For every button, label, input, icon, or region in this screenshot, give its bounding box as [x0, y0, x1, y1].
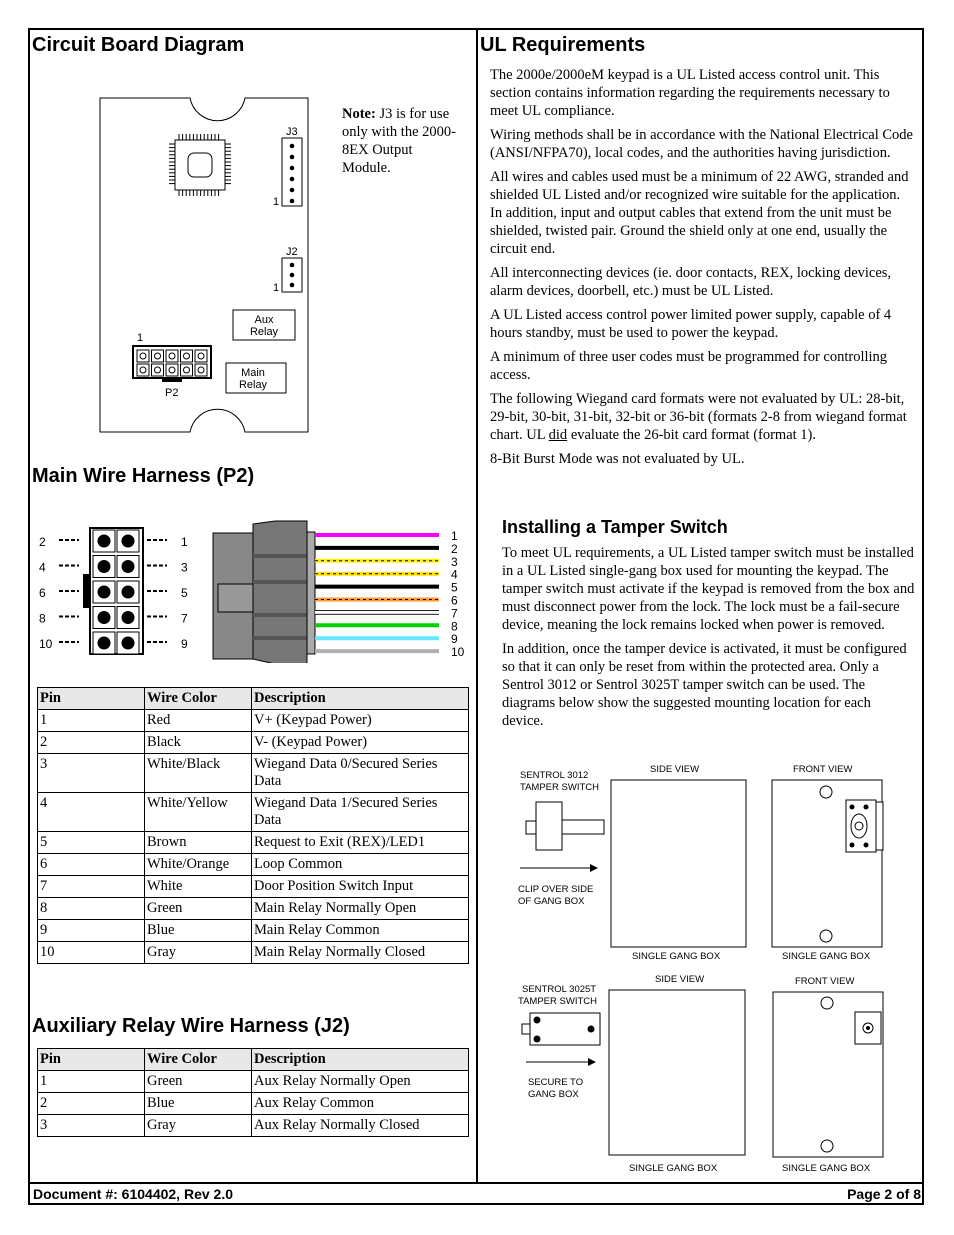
col-pin: Pin: [38, 688, 145, 710]
harness-pin-label: 6: [39, 586, 46, 600]
circuit-board-diagram: [95, 95, 315, 440]
table-row: [38, 854, 469, 876]
table-cell: Main Relay Common: [252, 920, 469, 942]
column-divider: [476, 30, 478, 1182]
ul-paragraph: Wiring methods shall be in accordance with the National Electrical Code (ANSI/NFPA70), local codes, and the authorities having jurisdiction.: [490, 127, 913, 161]
harness-pin-label: 4: [39, 560, 46, 575]
table-cell: Blue: [145, 1093, 252, 1115]
svg-text:SINGLE GANG BOX: SINGLE GANG BOX: [632, 951, 721, 962]
harness-pin-label: 1: [181, 535, 188, 549]
aux-heading: Auxiliary Relay Wire Harness (J2): [32, 1015, 350, 1037]
table-cell: 1: [38, 1071, 145, 1093]
table-row: [38, 793, 469, 832]
table-cell: Aux Relay Common: [252, 1093, 469, 1115]
wire-number: 7: [451, 606, 458, 621]
table-cell: Aux Relay Normally Open: [252, 1071, 469, 1093]
table-cell: 1: [38, 710, 145, 732]
svg-text:J3: J3: [286, 126, 298, 138]
page-number: Page 2 of 8: [847, 1186, 921, 1202]
tamper-text: [502, 544, 915, 736]
wire-number: 4: [451, 567, 458, 582]
svg-text:GANG BOX: GANG BOX: [528, 1089, 579, 1100]
j3-note: Note: J3 is for use only with the 2000-8EX Output Module.: [342, 106, 456, 176]
table-cell: Loop Common: [252, 854, 469, 876]
table-cell: 2: [38, 732, 145, 754]
harness-connector-diagram: [35, 518, 470, 663]
table-row: [38, 1093, 469, 1115]
col-wire-color: Wire Color: [145, 1049, 252, 1071]
ul-paragraph: All interconnecting devices (ie. door contacts, REX, locking devices, alarm devices, doorbell, etc.) must be UL Listed.: [490, 265, 892, 299]
wire-number: 8: [451, 619, 458, 634]
sentrol-3012-front: [846, 800, 883, 852]
table-row: [38, 1071, 469, 1093]
table-cell: Black: [145, 732, 252, 754]
harness-pin-label: 10: [39, 637, 53, 651]
table-row: [38, 942, 469, 964]
table-row: [38, 754, 469, 793]
table-cell: 10: [38, 942, 145, 964]
table-row: [38, 876, 469, 898]
tamper-paragraph: In addition, once the tamper device is activated, it must be configured so that it can only be reset from within the protected area. Only a Sentrol 3012 or Sentrol 3025T tamper switch can be used. The diagrams below show the suggested mounting location for each device.: [502, 641, 907, 729]
svg-text:SECURE TO: SECURE TO: [528, 1077, 584, 1088]
svg-text:Relay: Relay: [249, 326, 279, 338]
table-cell: Aux Relay Normally Closed: [252, 1115, 469, 1137]
svg-text:1: 1: [273, 282, 280, 294]
table-cell: White: [145, 876, 252, 898]
table-cell: Wiegand Data 1/Secured Series Data: [252, 793, 469, 832]
svg-text:SINGLE GANG BOX: SINGLE GANG BOX: [782, 951, 871, 962]
footer-rule: [30, 1182, 924, 1184]
table-cell: Green: [145, 1071, 252, 1093]
harness-heading: Main Wire Harness (P2): [32, 465, 255, 487]
table-cell: 2: [38, 1093, 145, 1115]
table-cell: Blue: [145, 920, 252, 942]
table-cell: 5: [38, 832, 145, 854]
table-cell: V- (Keypad Power): [252, 732, 469, 754]
svg-text:Aux: Aux: [254, 314, 274, 326]
table-cell: Brown: [145, 832, 252, 854]
sentrol-3025t-switch: [522, 1013, 600, 1045]
svg-text:Main: Main: [241, 367, 265, 379]
tamper-paragraph: To meet UL requirements, a UL Listed tamper switch must be installed in a UL Listed single-gang box used for mounting the keypad. The tamper switch must activate if the keypad is removed from the box and must disconnect power from the lock. The lock must be a fail-secure device, meaning the lock remains locked when power is removed.: [502, 545, 915, 633]
sentrol-3012-switch: [526, 802, 604, 850]
table-cell: Gray: [145, 1115, 252, 1137]
table-row: [38, 710, 469, 732]
document-number: Document #: 6104402, Rev 2.0: [33, 1186, 233, 1202]
harness-plug: [213, 521, 315, 663]
ul-paragraph: A UL Listed access control power limited power supply, capable of 4 hours standby, must be used to power the keypad.: [490, 307, 892, 341]
harness-pin-label: 7: [181, 611, 188, 626]
table-cell: V+ (Keypad Power): [252, 710, 469, 732]
wiegand-paragraph: The following Wiegand card formats were not evaluated by UL: 28-bit, 29-bit, 30-bit, 31-bit, 32-bit or 36-bit (formats 2-8 from wiegand format chart. UL did evaluate the 26-bit card format (format 1).: [490, 391, 907, 443]
circuit-heading: Circuit Board Diagram: [32, 34, 245, 56]
table-cell: Request to Exit (REX)/LED1: [252, 832, 469, 854]
p2-connector: [133, 346, 211, 382]
svg-text:SIDE VIEW: SIDE VIEW: [650, 764, 700, 775]
col-description: Description: [252, 688, 469, 710]
svg-text:SENTROL 3025T: SENTROL 3025T: [522, 984, 597, 995]
wire-number: 5: [451, 580, 458, 595]
table-cell: Gray: [145, 942, 252, 964]
table-cell: 9: [38, 920, 145, 942]
svg-text:SINGLE GANG BOX: SINGLE GANG BOX: [629, 1163, 718, 1174]
table-cell: 7: [38, 876, 145, 898]
main-harness-table: [37, 687, 469, 964]
harness-pin-label: 3: [181, 560, 188, 575]
svg-text:Relay: Relay: [238, 379, 268, 391]
svg-text:TAMPER SWITCH: TAMPER SWITCH: [518, 996, 597, 1007]
ul-paragraph: The 2000e/2000eM keypad is a UL Listed access control unit. This section contains information regarding the requirements necessary to meet UL compliance.: [490, 67, 890, 119]
table-cell: Green: [145, 898, 252, 920]
table-row: [38, 832, 469, 854]
ul-heading: UL Requirements: [480, 34, 646, 56]
table-cell: 3: [38, 1115, 145, 1137]
table-row: [38, 898, 469, 920]
wire-number: 6: [451, 593, 458, 608]
wire-number: 9: [451, 632, 458, 647]
svg-text:SINGLE GANG BOX: SINGLE GANG BOX: [782, 1163, 871, 1174]
svg-text:CLIP OVER SIDE: CLIP OVER SIDE: [518, 884, 594, 895]
table-cell: 3: [38, 754, 145, 793]
svg-text:TAMPER SWITCH: TAMPER SWITCH: [520, 782, 599, 793]
table-cell: White/Black: [145, 754, 252, 793]
table-cell: Wiegand Data 0/Secured Series Data: [252, 754, 469, 793]
table-cell: White/Orange: [145, 854, 252, 876]
table-row: [38, 1115, 469, 1137]
table-row: [38, 920, 469, 942]
table-cell: Main Relay Normally Closed: [252, 942, 469, 964]
col-description: Description: [252, 1049, 469, 1071]
ul-text: [490, 66, 915, 474]
svg-text:1: 1: [137, 332, 144, 344]
ul-paragraph: All wires and cables used must be a minimum of 22 AWG, stranded and shielded UL Listed and/or recognized wire suitable for the application. In addition, input and output cables that extend from the unit must be shielded, twisted pair. Ground the shield only at one end, usually the circuit end.: [490, 169, 909, 257]
tamper-mounting-diagram: [510, 760, 915, 1180]
svg-text:FRONT VIEW: FRONT VIEW: [793, 764, 853, 775]
table-cell: Main Relay Normally Open: [252, 898, 469, 920]
tamper-heading: Installing a Tamper Switch: [502, 517, 728, 537]
ul-paragraph: A minimum of three user codes must be programmed for controlling access.: [490, 349, 888, 383]
table-cell: 8: [38, 898, 145, 920]
wire-number: 1: [451, 529, 458, 543]
table-cell: Red: [145, 710, 252, 732]
harness-pin-label: 8: [39, 611, 46, 626]
svg-text:FRONT VIEW: FRONT VIEW: [795, 976, 855, 987]
svg-text:J2: J2: [286, 246, 298, 258]
harness-pin-label: 5: [181, 586, 188, 600]
wire-number: 2: [451, 541, 458, 556]
burst-paragraph: 8-Bit Burst Mode was not evaluated by UL.: [490, 451, 745, 467]
col-pin: Pin: [38, 1049, 145, 1071]
svg-text:1: 1: [273, 196, 280, 208]
table-cell: White/Yellow: [145, 793, 252, 832]
svg-text:P2: P2: [165, 387, 179, 399]
microcontroller-chip: [169, 134, 231, 196]
aux-harness-table: [37, 1048, 469, 1137]
svg-text:SIDE VIEW: SIDE VIEW: [655, 974, 705, 985]
harness-pin-label: 9: [181, 637, 188, 651]
harness-pin-label: 2: [39, 535, 46, 549]
table-cell: Door Position Switch Input: [252, 876, 469, 898]
col-wire-color: Wire Color: [145, 688, 252, 710]
table-row: [38, 732, 469, 754]
table-cell: 6: [38, 854, 145, 876]
wire-number: 10: [451, 645, 465, 660]
svg-text:OF GANG BOX: OF GANG BOX: [518, 896, 585, 907]
svg-text:SENTROL 3012: SENTROL 3012: [520, 770, 589, 781]
table-cell: 4: [38, 793, 145, 832]
sentrol-3025t-front: [855, 1012, 881, 1044]
wire-number: 3: [451, 554, 458, 569]
